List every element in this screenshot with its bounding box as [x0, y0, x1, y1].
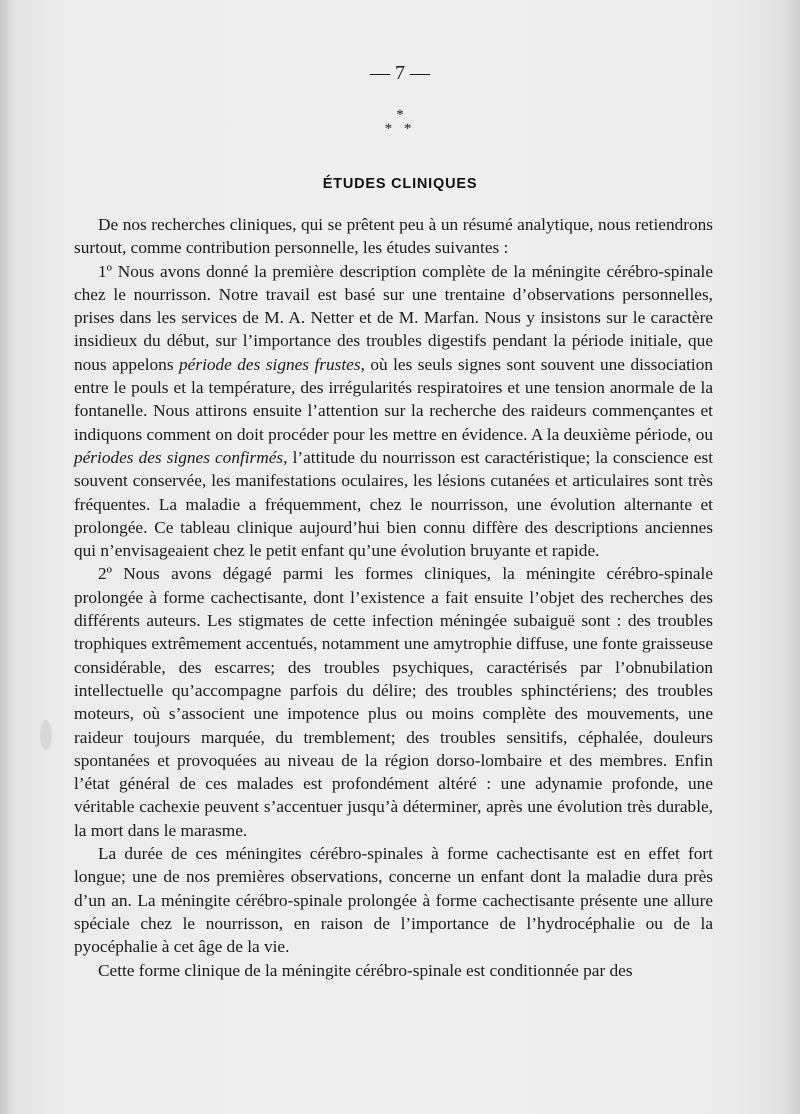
paragraph — [74, 959, 713, 982]
page-number: — 7 — — [370, 62, 430, 84]
paragraph — [74, 260, 713, 563]
text-run: 2º Nous avons dégagé parmi les formes cliniques, la méningite cérébro-spinale prolongée à forme cachectisante, dont l’existence a fait ensuite l’objet des recherches des différents auteurs. Les stigmates de cette infection méningée subaiguë sont : des troubles trophiques extrêmement accentués, notamment une amytrophie diffuse, une fonte graisseuse considérable, des escarres; des troubles psychiques, caractérisés par l’obnubilation intellectuelle qu’accompagne parfois du délire; des troubles sphinctériens; des troubles moteurs, où s’associent une impotence plus ou moins complète des mouvements, une raideur toujours marquée, du tremblement; des troubles sensitifs, céphalée, douleurs spontanées et provoquées au niveau de la région dorso-lombaire et des membres. Enfin l’état général de ces malades est profondément altéré : une adynamie profonde, une véritable cachexie peuvent s’accentuer jusqu’à déterminer, après une évolution très durable, la mort dans le marasme. — [74, 564, 713, 840]
section-heading: ÉTUDES CLINIQUES — [322, 176, 478, 192]
italic-term: périodes des signes confirmés — [74, 447, 284, 467]
paper-stain — [40, 720, 52, 750]
asterism-divider — [0, 108, 800, 136]
text-run: De nos recherches cliniques, qui se prêtent peu à un résumé analytique, nous retiendrons surtout, comme contribution personnelle, les études suivantes : — [74, 215, 713, 258]
paragraph — [74, 562, 713, 842]
italic-term: période des signes frustes — [179, 354, 361, 374]
paragraph — [74, 213, 713, 260]
paragraph — [74, 842, 713, 958]
text-run: Cette forme clinique de la méningite cérébro-spinale est conditionnée par des — [98, 960, 633, 980]
body-text — [74, 213, 713, 982]
text-run: La durée de ces méningites cérébro-spinales à forme cachectisante est en effet fort longue; une de nos premières observations, concerne un enfant dont la maladie dura près d’un an. La méningite cérébro-spinale prolongée à forme cachectisante présente une allure spéciale chez le nourrisson, en raison de l’importance de l’hydrocéphalie ou de la pyocéphalie à cet âge de la vie. — [74, 844, 713, 957]
text-run: , l’attitude du nourrisson est caractéristique; la conscience est souvent conservée, les manifestations oculaires, les lésions cutanées et articulaires sont très fréquentes. La maladie a fréquemment, chez le nourrisson, une évolution alternante et prolongée. Ce tableau clinique aujourd’hui bien connu diffère des descriptions anciennes qui n’envisageaient chez le petit enfant qu’une évolution bruyante et rapide. — [74, 447, 713, 561]
asterism-bottom: * * — [384, 121, 416, 137]
text-run: 1º Nous avons donné la première description complète de la méningite cérébro-spinale chez le nourrisson. Notre travail est basé sur une trentaine d’observations personnelles, prises dans les services de M. A. Netter et de M. Marfan. Nous y insistons sur le caractère insidieux du début, sur l’importance des troubles digestifs pendant la période initiale, que nous appelons — [74, 261, 713, 374]
asterism-top: * — [396, 107, 404, 123]
text-run: , où les seuls signes sont souvent une dissociation entre le pouls et la température, des irrégularités respiratoires et une tension anormale de la fontanelle. Nous attirons ensuite l’attention sur la recherche des raideurs commençantes et indiquons comment on doit procéder pour les mettre en évidence. A la deuxième période, ou — [74, 354, 714, 444]
